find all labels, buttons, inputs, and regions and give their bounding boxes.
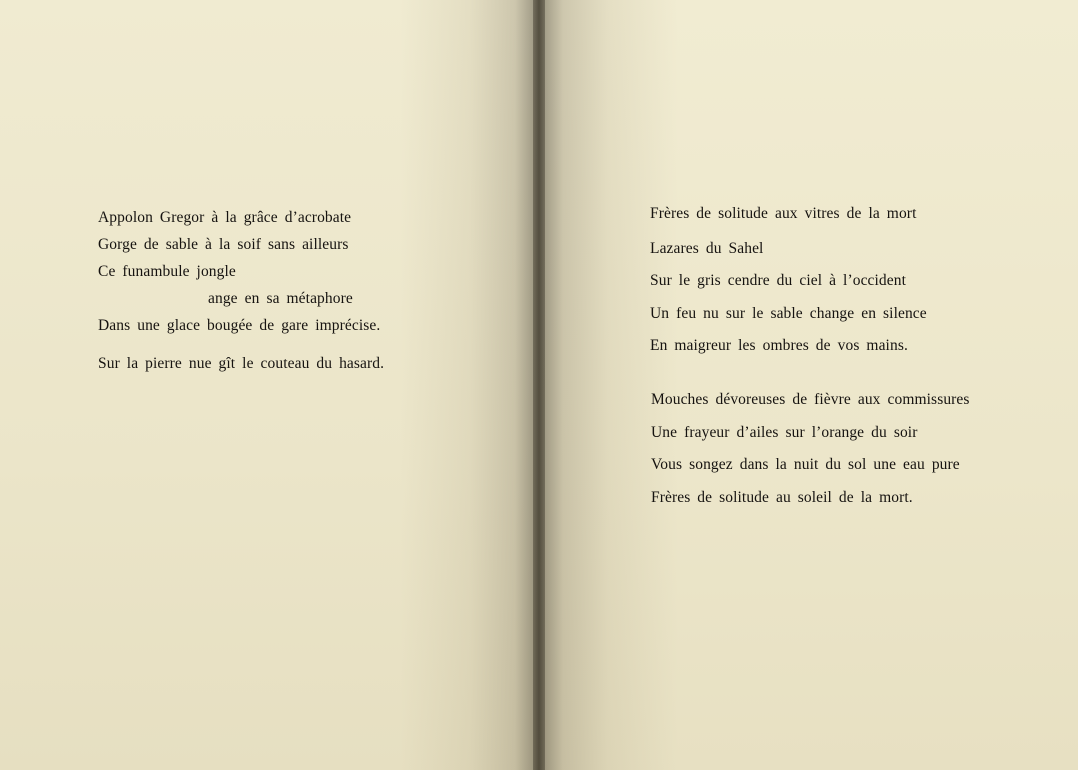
verse-line: Ce funambule jongle [98, 263, 236, 280]
verse-line: Une frayeur d’ailes sur l’orange du soir [651, 424, 918, 441]
verse-line: En maigreur les ombres de vos mains. [650, 337, 908, 354]
verse-line: ange en sa métaphore [208, 290, 353, 307]
verse-line: Lazares du Sahel [650, 240, 764, 257]
verse-line: Frères de solitude au soleil de la mort. [651, 489, 913, 506]
verse-line: Un feu nu sur le sable change en silence [650, 305, 927, 322]
verse-line: Sur la pierre nue gît le couteau du hasard. [98, 355, 385, 372]
verse-line: Appolon Gregor à la grâce d’acrobate [98, 209, 352, 226]
book-gutter [533, 0, 545, 770]
verse-line: Vous songez dans la nuit du sol une eau pure [651, 456, 960, 473]
verse-line: Sur le gris cendre du ciel à l’occident [650, 272, 907, 289]
verse-line: Frères de solitude aux vitres de la mort [650, 205, 917, 222]
right-page [539, 0, 1078, 770]
verse-line: Gorge de sable à la soif sans ailleurs [98, 236, 349, 253]
verse-line: Dans une glace bougée de gare imprécise. [98, 317, 381, 334]
verse-line: Mouches dévoreuses de fièvre aux commissures [651, 391, 970, 408]
